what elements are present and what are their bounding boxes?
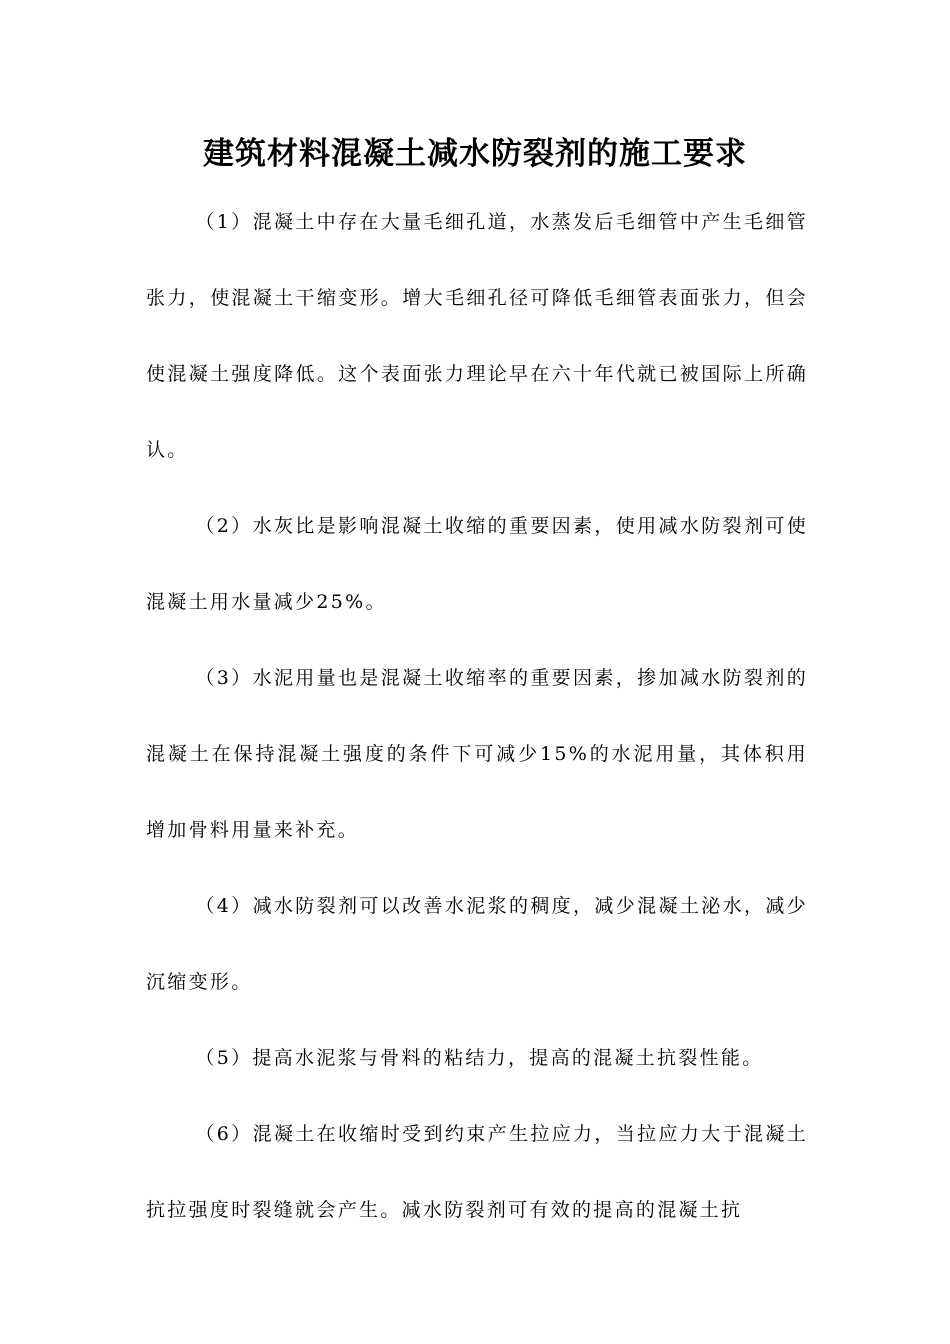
document-body [146, 184, 808, 1248]
document-title: 建筑材料混凝土减水防裂剂的施工要求 [203, 136, 747, 172]
paragraph-6: （6）混凝土在收缩时受到约束产生拉应力，当拉应力大于混凝土抗拉强度时裂缝就会产生。减水防裂剂可有效的提高的混凝土抗 [146, 1123, 808, 1221]
paragraph-3: （3）水泥用量也是混凝土收缩率的重要因素，掺加减水防裂剂的混凝土在保持混凝土强度的条件下可减少15%的水泥用量，其体积用增加骨料用量来补充。 [146, 667, 808, 841]
paragraph-4: （4）减水防裂剂可以改善水泥浆的稠度，减少混凝土泌水，减少沉缩变形。 [146, 895, 808, 993]
paragraph-2: （2）水灰比是影响混凝土收缩的重要因素，使用减水防裂剂可使混凝土用水量减少25%。 [146, 515, 808, 613]
paragraph-5: （5）提高水泥浆与骨料的粘结力，提高的混凝土抗裂性能。 [195, 1047, 764, 1069]
paragraph-1: （1）混凝土中存在大量毛细孔道，水蒸发后毛细管中产生毛细管张力，使混凝土干缩变形。增大毛细孔径可降低毛细管表面张力，但会使混凝土强度降低。这个表面张力理论早在六十年代就已被国际上所确认。 [146, 211, 808, 461]
